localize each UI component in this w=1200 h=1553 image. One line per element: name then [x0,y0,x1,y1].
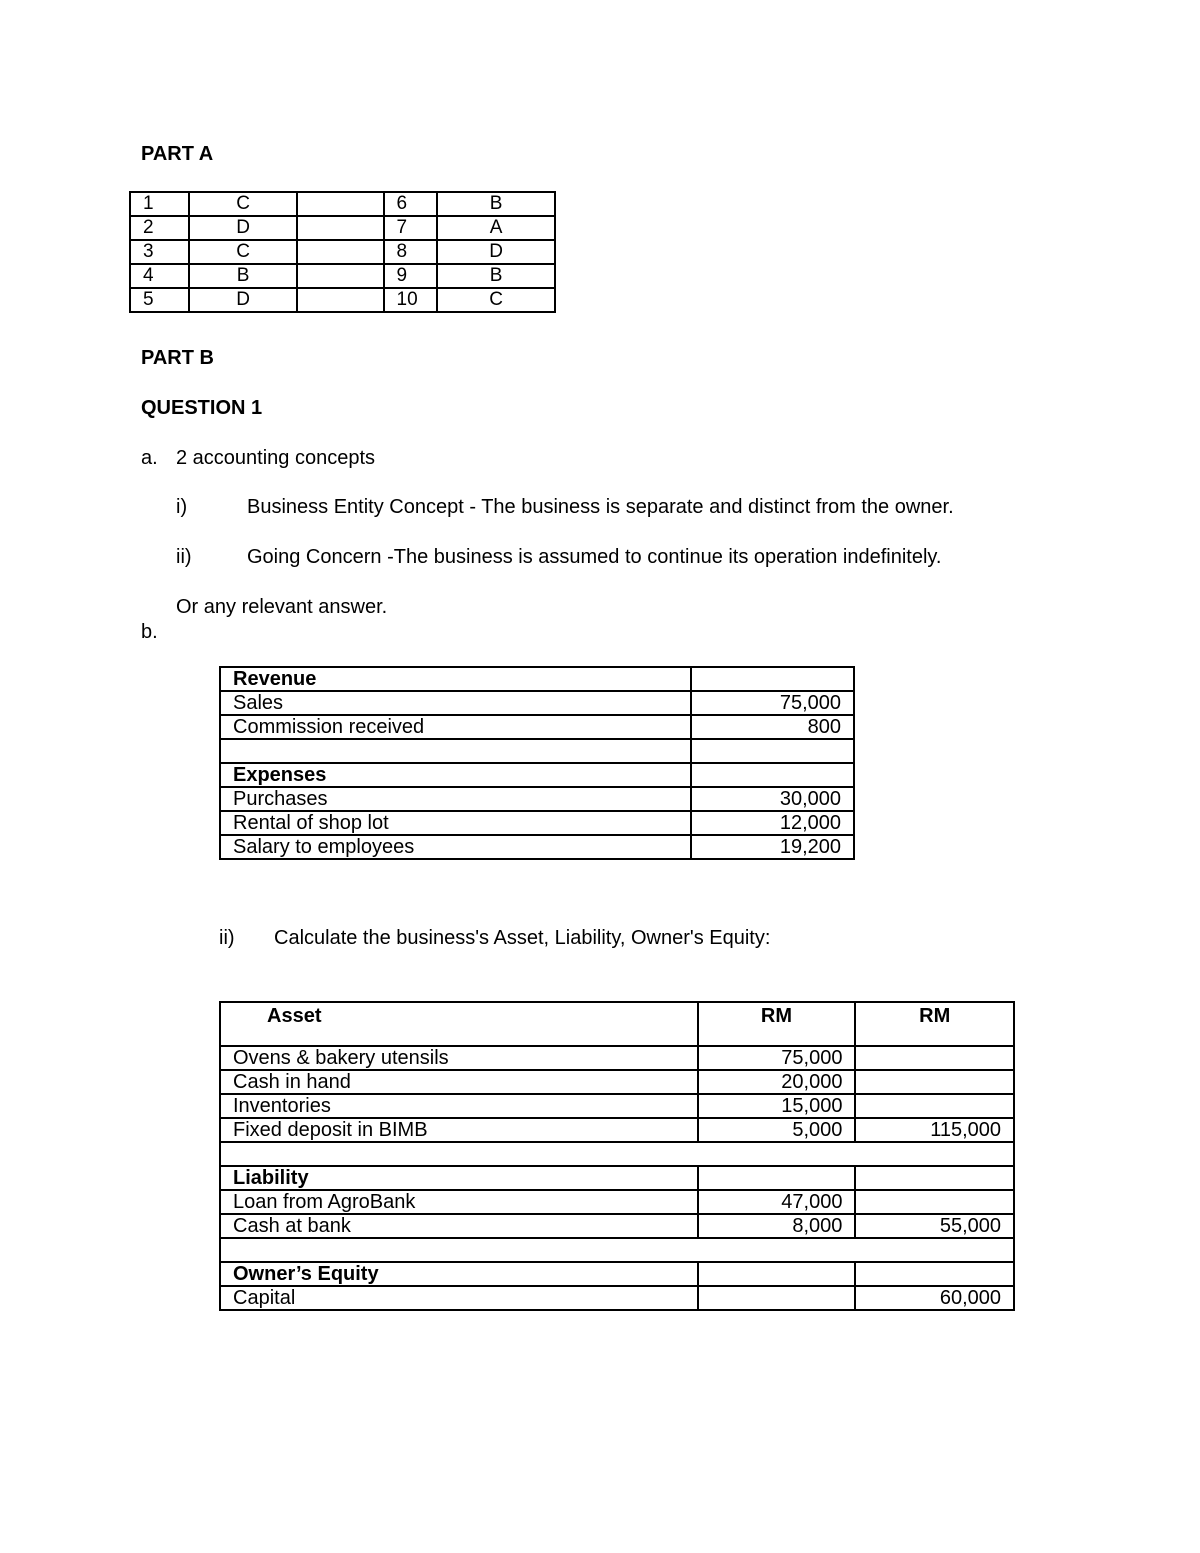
balance-label: Cash at bank [220,1214,698,1238]
answer-row [130,216,555,240]
balance-label: Loan from AgroBank [220,1190,698,1214]
balance-amount-1: 5,000 [698,1118,856,1142]
answer-cell: D [437,240,555,264]
income-amount: 75,000 [691,691,854,715]
answer-row [130,288,555,312]
balance-amount-1 [698,1262,856,1286]
balance-amount-1: 15,000 [698,1094,856,1118]
balance-label: Cash in hand [220,1070,698,1094]
balance-amount-2: 55,000 [855,1214,1014,1238]
balance-blank-cell [220,1238,1014,1262]
answer-cell: 3 [130,240,189,264]
income-row [220,811,854,835]
income-table [219,666,855,860]
answer-cell: 7 [384,216,438,240]
income-amount [691,667,854,691]
income-label: Expenses [220,763,691,787]
balance-amount-2 [855,1190,1014,1214]
balance-amount-2: 60,000 [855,1286,1014,1310]
answer-row [130,192,555,216]
answer-key-table [129,191,556,313]
balance-label: Inventories [220,1094,698,1118]
answer-cell: 9 [384,264,438,288]
answer-cell: C [437,288,555,312]
income-row [220,715,854,739]
answer-cell: 1 [130,192,189,216]
answer-cell: 6 [384,192,438,216]
balance-amount-1: 8,000 [698,1214,856,1238]
answer-cell: B [437,192,555,216]
answer-cell [297,288,383,312]
income-row [220,667,854,691]
income-row [220,787,854,811]
concept-1-text: Business Entity Concept - The business is separate and distinct from the owner. [247,496,954,518]
income-row [220,739,854,763]
item-ii-marker: ii) [219,927,235,949]
answer-cell [297,240,383,264]
concept-2-marker: ii) [176,546,192,568]
item-b-marker: b. [141,621,158,643]
balance-label: Capital [220,1286,698,1310]
balance-blank-row [220,1142,1014,1166]
balance-blank-cell [220,1142,1014,1166]
answer-cell: 8 [384,240,438,264]
answer-cell: A [437,216,555,240]
income-amount: 800 [691,715,854,739]
balance-amount-1: 47,000 [698,1190,856,1214]
balance-row [220,1166,1014,1190]
balance-label: Owner’s Equity [220,1262,698,1286]
balance-amount-2 [855,1070,1014,1094]
balance-label: Ovens & bakery utensils [220,1046,698,1070]
balance-amount-1: 75,000 [698,1046,856,1070]
answer-row [130,240,555,264]
item-ii-text: Calculate the business's Asset, Liability, Owner's Equity: [274,927,771,949]
income-amount: 30,000 [691,787,854,811]
part-a-title: PART A [141,143,214,165]
item-a-text: 2 accounting concepts [176,447,376,469]
balance-header-row [220,1002,1014,1046]
part-b-title: PART B [141,347,214,369]
income-label: Revenue [220,667,691,691]
answer-cell [297,216,383,240]
income-label: Purchases [220,787,691,811]
income-label: Salary to employees [220,835,691,859]
answer-cell: 2 [130,216,189,240]
balance-amount-1 [698,1286,856,1310]
balance-row [220,1262,1014,1286]
balance-amount-2 [855,1094,1014,1118]
balance-label: Fixed deposit in BIMB [220,1118,698,1142]
balance-row [220,1214,1014,1238]
balance-row [220,1190,1014,1214]
balance-table [219,1001,1015,1311]
income-label: Sales [220,691,691,715]
balance-row [220,1094,1014,1118]
balance-amount-1: 20,000 [698,1070,856,1094]
answer-cell: C [189,240,297,264]
balance-header-rm-2: RM [855,1002,1014,1046]
answer-cell: C [189,192,297,216]
balance-blank-row [220,1238,1014,1262]
income-label: Rental of shop lot [220,811,691,835]
balance-row [220,1286,1014,1310]
answer-cell: B [437,264,555,288]
balance-amount-2 [855,1046,1014,1070]
question-title: QUESTION 1 [141,397,263,419]
income-amount: 12,000 [691,811,854,835]
income-amount [691,763,854,787]
balance-amount-1 [698,1166,856,1190]
answer-cell [297,192,383,216]
answer-cell: 4 [130,264,189,288]
balance-row [220,1046,1014,1070]
alt-answer-note: Or any relevant answer. [176,596,388,618]
income-label [220,739,691,763]
concept-1-marker: i) [176,496,188,518]
answer-cell: 5 [130,288,189,312]
balance-amount-2: 115,000 [855,1118,1014,1142]
balance-row [220,1070,1014,1094]
income-row [220,691,854,715]
income-label: Commission received [220,715,691,739]
answer-cell [297,264,383,288]
balance-amount-2 [855,1166,1014,1190]
answer-cell: B [189,264,297,288]
item-a-marker: a. [141,447,158,469]
income-amount: 19,200 [691,835,854,859]
income-row [220,835,854,859]
balance-amount-2 [855,1262,1014,1286]
income-row [220,763,854,787]
balance-header-asset: Asset [220,1002,698,1046]
balance-header-rm-1: RM [698,1002,856,1046]
answer-row [130,264,555,288]
balance-label: Liability [220,1166,698,1190]
income-amount [691,739,854,763]
answer-cell: 10 [384,288,438,312]
balance-row [220,1118,1014,1142]
answer-cell: D [189,288,297,312]
answer-cell: D [189,216,297,240]
concept-2-text: Going Concern -The business is assumed to continue its operation indefinitely. [247,546,942,568]
